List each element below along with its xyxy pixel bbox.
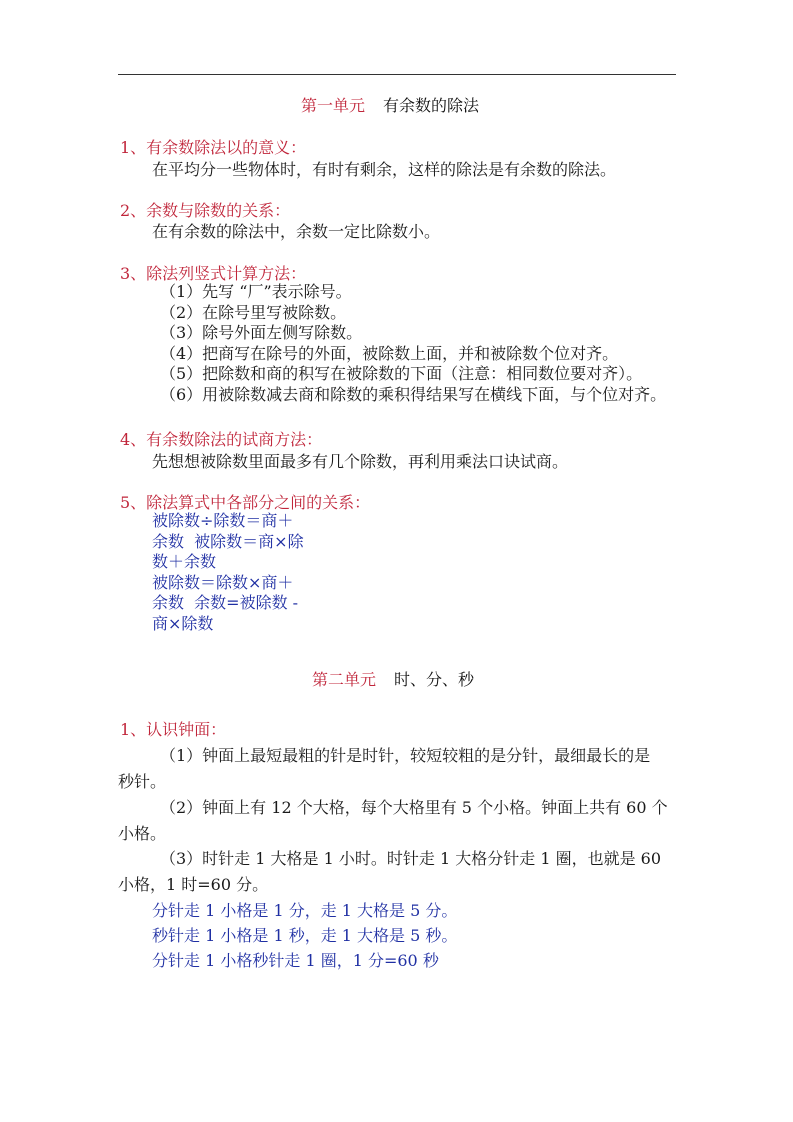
u1-s2-heading: 2、余数与除数的关系： <box>120 201 291 220</box>
u1-s4-body: 先想想被除数里面最多有几个除数，再利用乘法口诀试商。 <box>152 452 569 471</box>
relation-line: 余数 余数=被除数 - <box>152 593 299 613</box>
u1-s3-step: （6）用被除数减去商和除数的乘积得结果写在横线下面，与个位对齐。 <box>160 384 667 404</box>
u2-p3-line1: （3）时针走 1 大格是 1 小时。时针走 1 大格分针走 1 圈，也就是 60 <box>160 849 662 868</box>
u1-s2-body: 在有余数的除法中，余数一定比除数小。 <box>152 222 441 241</box>
u1-s1-body: 在平均分一些物体时，有时有剩余，这样的除法是有余数的除法。 <box>152 160 617 179</box>
u1-s1-heading: 1、有余数除法以的意义： <box>120 138 307 157</box>
unit2-title-prefix: 第二单元 <box>312 670 377 689</box>
relation-line: 被除数＝除数×商＋ <box>152 572 294 592</box>
u1-s3-step: （2）在除号里写被除数。 <box>160 302 347 322</box>
relation-line: 余数 被除数＝商×除 <box>152 531 304 551</box>
relation-line: 数＋余数 <box>152 552 217 572</box>
u1-s5-heading: 5、除法算式中各部分之间的关系： <box>120 493 371 512</box>
u1-s5-relations <box>152 511 304 635</box>
unit2-title <box>312 667 474 690</box>
unit1-title-text: 有余数的除法 <box>383 96 480 115</box>
u2-p1-line1: （1）钟面上最短最粗的针是时针，较短较粗的是分针，最细最长的是 <box>160 746 651 765</box>
unit1-title-prefix: 第一单元 <box>301 96 366 115</box>
u1-s3-step: （3）除号外面左侧写除数。 <box>160 323 363 343</box>
u2-s1-heading: 1、认识钟面： <box>120 720 227 739</box>
u1-s3-step: （5）把除数和商的积写在被除数的下面（注意：相同数位要对齐）。 <box>160 364 643 384</box>
u1-s3-steps <box>160 282 666 406</box>
relation-line: 被除数÷除数＝商＋ <box>152 511 294 530</box>
relation-line: 商×除数 <box>152 613 214 633</box>
unit2-title-text: 时、分、秒 <box>394 670 475 689</box>
u1-s3-step: （1）先写 “厂”表示除号。 <box>160 282 352 301</box>
u1-s3-step: （4）把商写在除号的外面，被除数上面，并和被除数个位对齐。 <box>160 343 619 363</box>
u2-p2-line1: （2）钟面上有 12 个大格，每个大格里有 5 个小格。钟面上共有 60 个 <box>160 798 668 817</box>
u2-p3-line2: 小格，1 时=60 分。 <box>118 875 269 894</box>
u1-s3-heading: 3、除法列竖式计算方法： <box>120 264 307 283</box>
u2-blue-line: 分针走 1 小格秒针走 1 圈，1 分=60 秒 <box>152 951 439 970</box>
u2-p2-line2: 小格。 <box>118 824 167 843</box>
u2-p1-line2: 秒针。 <box>118 772 167 791</box>
u2-blue-line: 分针走 1 小格是 1 分，走 1 大格是 5 分。 <box>152 901 458 920</box>
unit1-title <box>301 93 479 116</box>
u1-s4-heading: 4、有余数除法的试商方法： <box>120 430 323 449</box>
top-rule <box>118 74 676 75</box>
u2-blue-line: 秒针走 1 小格是 1 秒，走 1 大格是 5 秒。 <box>152 926 458 945</box>
